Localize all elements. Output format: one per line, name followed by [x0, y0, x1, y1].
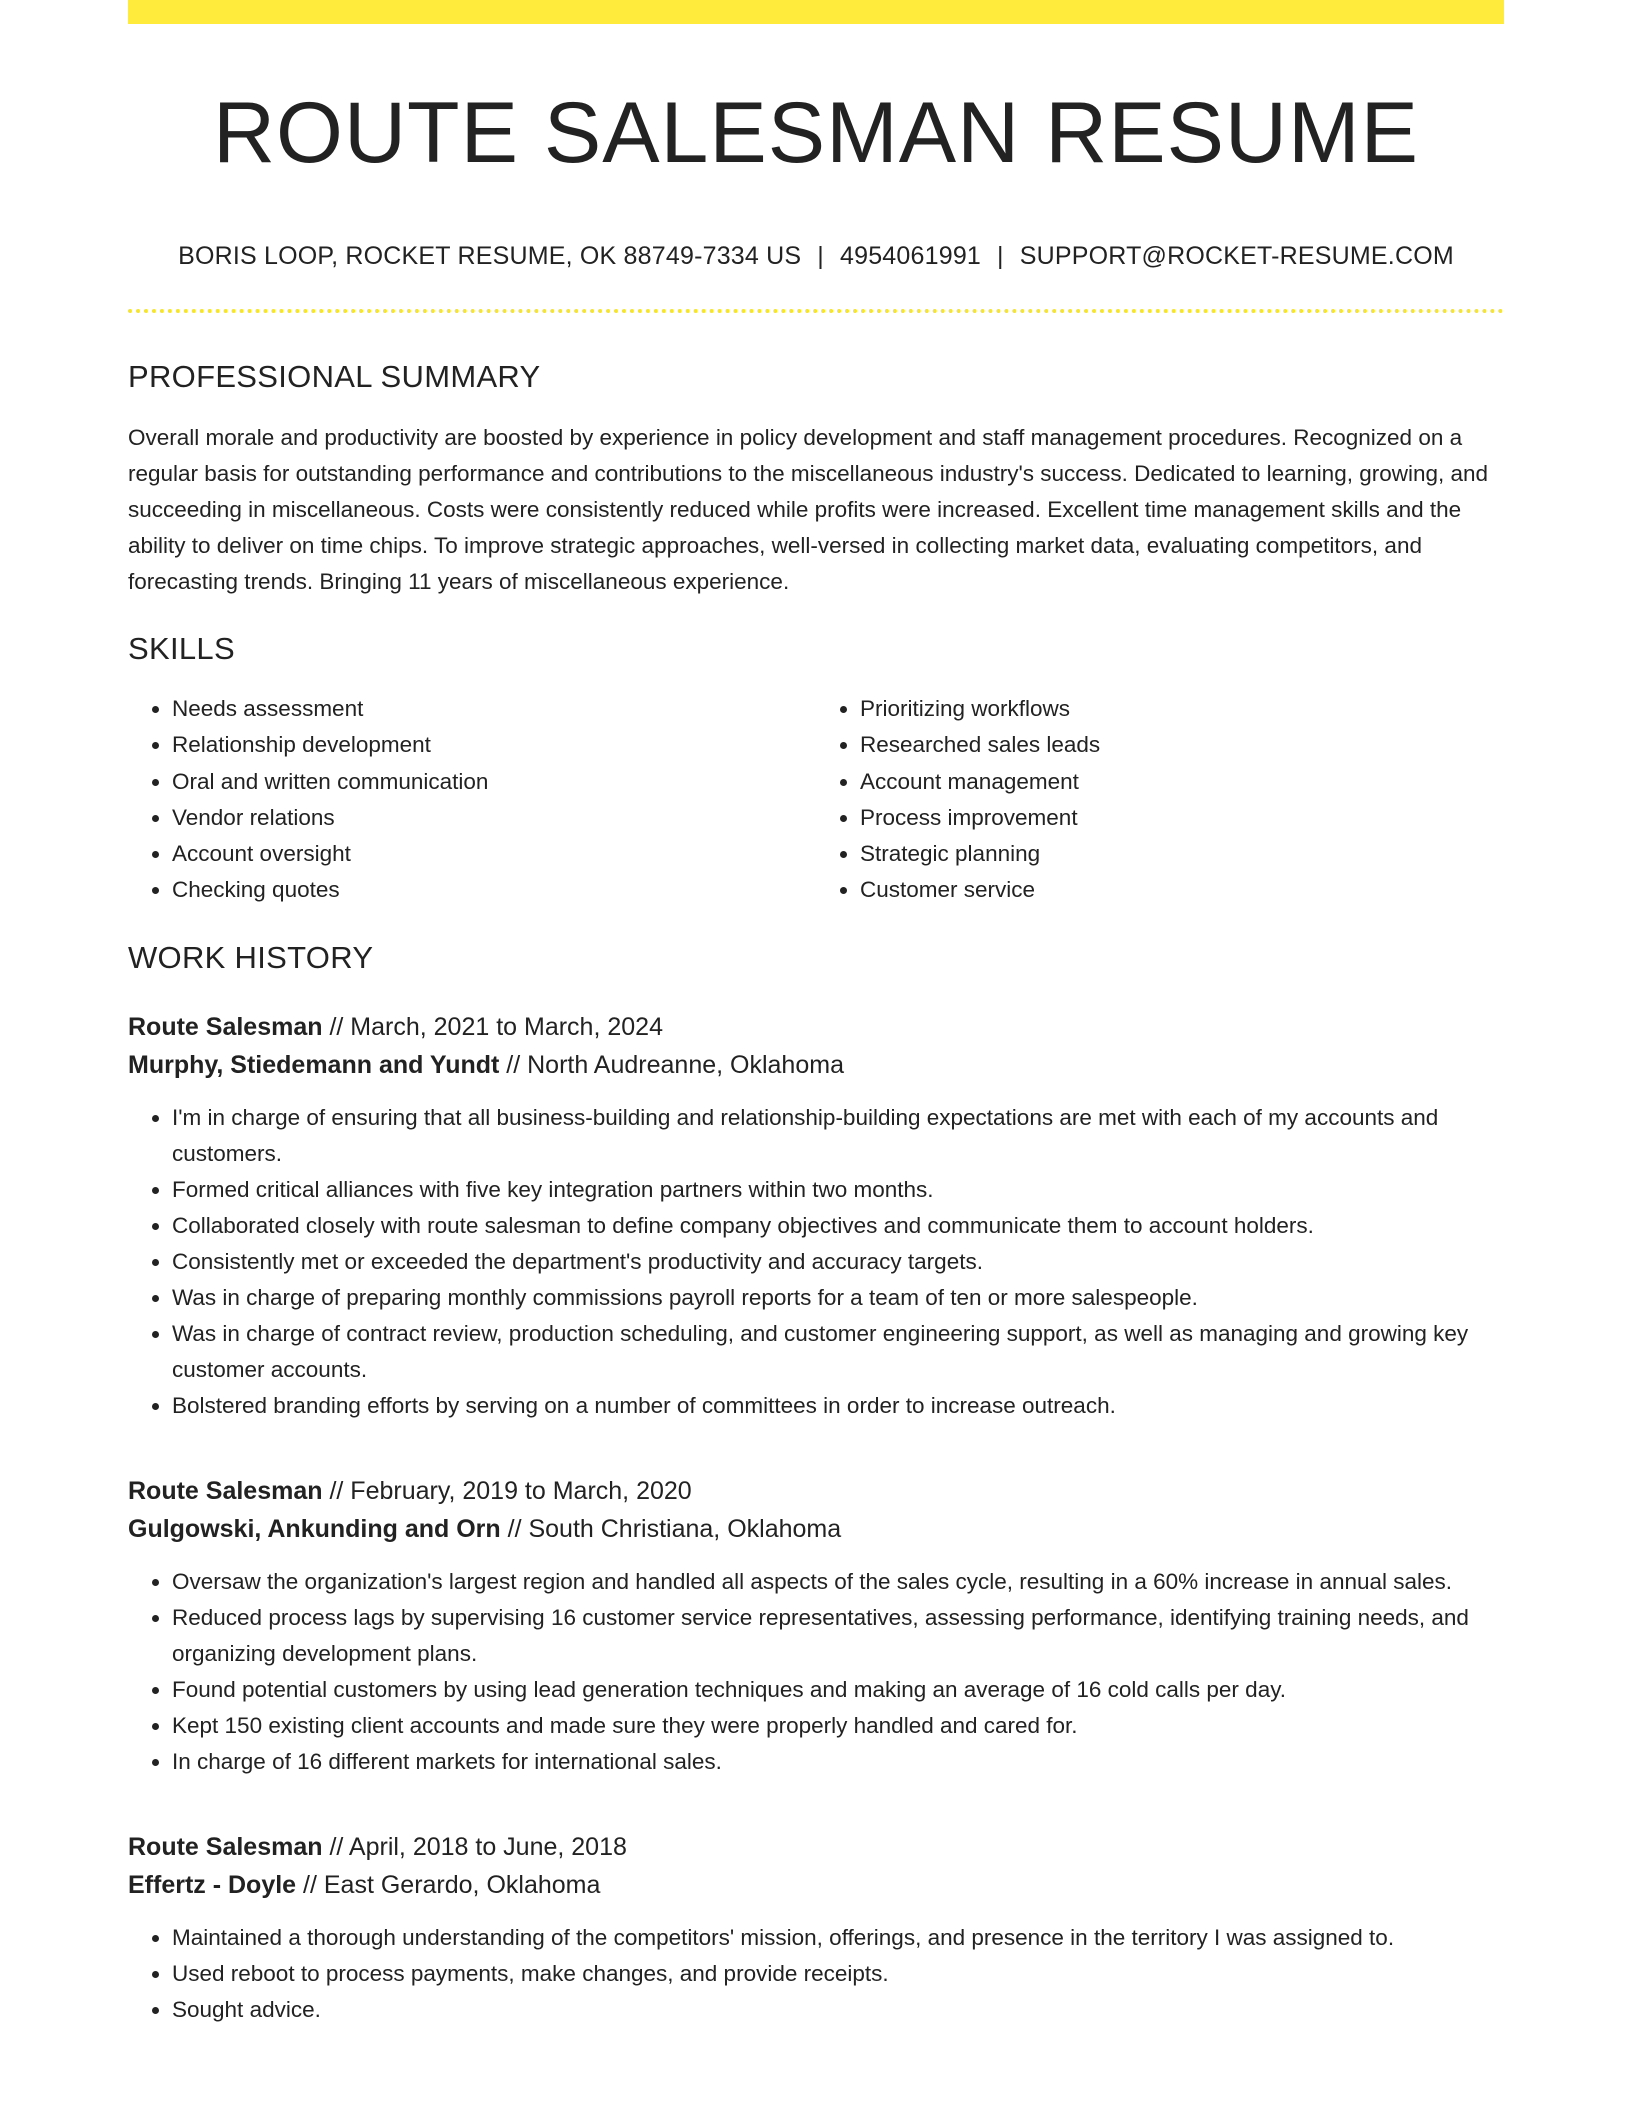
job-company-line: [128, 1510, 1504, 1548]
skill-item: • Needs assessment: [172, 691, 816, 727]
job-entry: [128, 1008, 1504, 1424]
skill-item: • Researched sales leads: [860, 727, 1504, 763]
skill-item: • Vendor relations: [172, 800, 816, 836]
job-title: Route Salesman: [128, 1476, 323, 1505]
job-company: Gulgowski, Ankunding and Orn: [128, 1514, 501, 1543]
skills-column-right: [816, 691, 1504, 909]
job-bullet: • I'm in charge of ensuring that all business-building and relationship-building expectations are met with each of my accounts and customers.: [172, 1100, 1504, 1172]
job-entry: [128, 1472, 1504, 1780]
contact-separator: |: [997, 241, 1004, 270]
job-entry: [128, 1828, 1504, 2028]
skill-item: • Customer service: [860, 872, 1504, 908]
skill-item: • Checking quotes: [172, 872, 816, 908]
job-bullet: • Kept 150 existing client accounts and made sure they were properly handled and cared for.: [172, 1708, 1504, 1744]
contact-phone: 4954061991: [840, 241, 982, 270]
job-location: // North Audreanne, Oklahoma: [499, 1050, 844, 1079]
skill-item: • Process improvement: [860, 800, 1504, 836]
job-bullet: • Found potential customers by using lead generation techniques and making an average of 16 cold calls per day.: [172, 1672, 1504, 1708]
page-title: ROUTE SALESMAN RESUME: [212, 85, 1420, 181]
job-bullet: • Was in charge of preparing monthly commissions payroll reports for a team of ten or more salespeople.: [172, 1280, 1504, 1316]
job-bullet: • Reduced process lags by supervising 16 customer service representatives, assessing performance, identifying training needs, and organizing development plans.: [172, 1600, 1504, 1672]
skill-item: • Account management: [860, 764, 1504, 800]
job-bullet: • Maintained a thorough understanding of the competitors' mission, offerings, and presence in the territory I was assigned to.: [172, 1920, 1504, 1956]
job-bullet: • Was in charge of contract review, production scheduling, and customer engineering support, as well as managing and growing key customer accounts.: [172, 1316, 1504, 1388]
job-title-line: [128, 1008, 1504, 1046]
job-dates: // March, 2021 to March, 2024: [322, 1012, 663, 1041]
job-title-line: [128, 1828, 1504, 1866]
contact-line: [128, 241, 1504, 271]
contact-email: SUPPORT@ROCKET-RESUME.COM: [1019, 241, 1454, 270]
job-company: Effertz - Doyle: [128, 1870, 297, 1899]
skill-item: • Oral and written communication: [172, 764, 816, 800]
job-company-line: [128, 1046, 1504, 1084]
section-heading-summary: PROFESSIONAL SUMMARY: [128, 358, 541, 394]
skills-list: [128, 691, 1504, 909]
job-company-line: [128, 1866, 1504, 1904]
job-location: // South Christiana, Oklahoma: [500, 1514, 842, 1543]
contact-address: BORIS LOOP, ROCKET RESUME, OK 88749-7334 US: [178, 241, 802, 270]
skill-item: • Relationship development: [172, 727, 816, 763]
job-bullets: [128, 1920, 1504, 2028]
skill-item: • Account oversight: [172, 836, 816, 872]
contact-separator: |: [817, 241, 824, 270]
skill-item: • Prioritizing workflows: [860, 691, 1504, 727]
skills-column-left: [128, 691, 816, 909]
dotted-divider: [128, 309, 1504, 313]
skill-item: • Strategic planning: [860, 836, 1504, 872]
job-bullet: • Formed critical alliances with five key integration partners within two months.: [172, 1172, 1504, 1208]
section-heading-skills: SKILLS: [128, 630, 235, 666]
resume-content: [128, 0, 1504, 2028]
accent-top-bar: [128, 0, 1504, 24]
job-title-line: [128, 1472, 1504, 1510]
job-bullet: • Used reboot to process payments, make changes, and provide receipts.: [172, 1956, 1504, 1992]
job-title: Route Salesman: [128, 1832, 323, 1861]
job-dates: // April, 2018 to June, 2018: [322, 1832, 627, 1861]
job-bullet: • Collaborated closely with route salesman to define company objectives and communicate them to account holders.: [172, 1208, 1504, 1244]
job-bullets: [128, 1100, 1504, 1424]
summary-text: Overall morale and productivity are boosted by experience in policy development and staff management procedures. Recognized on a regular basis for outstanding performance and contributions to the miscellaneous industry's success. Dedicated to learning, growing, and succeeding in miscellaneous. Costs were consistently reduced while profits were increased. Excellent time management skills and the ability to deliver on time chips. To improve strategic approaches, well-versed in collecting market data, evaluating competitors, and forecasting trends. Bringing 11 years of miscellaneous experience.: [128, 424, 1489, 594]
job-bullet: • In charge of 16 different markets for international sales.: [172, 1744, 1504, 1780]
job-title: Route Salesman: [128, 1012, 323, 1041]
job-bullet: • Bolstered branding efforts by serving on a number of committees in order to increase outreach.: [172, 1388, 1504, 1424]
job-location: // East Gerardo, Oklahoma: [296, 1870, 601, 1899]
job-bullet: • Sought advice.: [172, 1992, 1504, 2028]
job-dates: // February, 2019 to March, 2020: [322, 1476, 692, 1505]
job-bullet: • Consistently met or exceeded the department's productivity and accuracy targets.: [172, 1244, 1504, 1280]
section-heading-work-history: WORK HISTORY: [128, 939, 374, 975]
work-history-list: [128, 1008, 1504, 2028]
job-bullets: [128, 1564, 1504, 1780]
job-bullet: • Oversaw the organization's largest region and handled all aspects of the sales cycle, resulting in a 60% increase in annual sales.: [172, 1564, 1504, 1600]
job-company: Murphy, Stiedemann and Yundt: [128, 1050, 500, 1079]
